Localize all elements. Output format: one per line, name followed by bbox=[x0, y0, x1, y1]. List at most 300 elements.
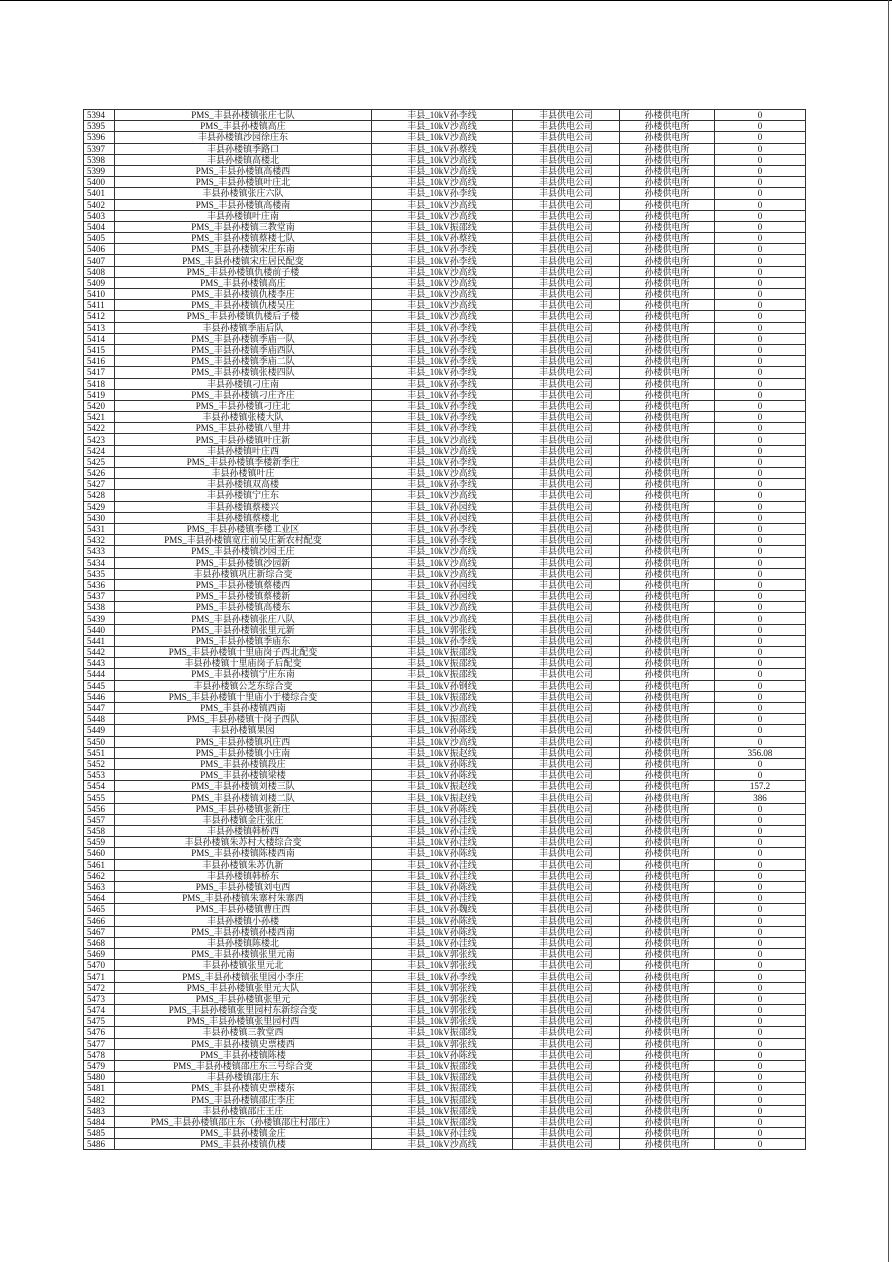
company-cell: 丰县供电公司 bbox=[513, 579, 620, 590]
value-cell: 0 bbox=[715, 982, 806, 993]
value-cell: 0 bbox=[715, 624, 806, 635]
company-cell: 丰县供电公司 bbox=[513, 378, 620, 389]
row-number-cell: 5403 bbox=[84, 210, 115, 221]
company-cell: 丰县供电公司 bbox=[513, 669, 620, 680]
value-cell: 0 bbox=[715, 680, 806, 691]
line-name-cell: 丰县_10kV孙园线 bbox=[372, 512, 513, 523]
table-row bbox=[84, 680, 806, 691]
table-row bbox=[84, 356, 806, 367]
line-name-cell: 丰县_10kV振邵线 bbox=[372, 1083, 513, 1094]
transformer-name-cell: PMS_丰县孙楼镇张里园小李庄 bbox=[115, 971, 372, 982]
line-name-cell: 丰县_10kV孙园线 bbox=[372, 579, 513, 590]
table-row bbox=[84, 837, 806, 848]
value-cell: 0 bbox=[715, 993, 806, 1004]
company-cell: 丰县供电公司 bbox=[513, 658, 620, 669]
table-row bbox=[84, 669, 806, 680]
company-cell: 丰县供电公司 bbox=[513, 266, 620, 277]
row-number-cell: 5447 bbox=[84, 702, 115, 713]
value-cell: 0 bbox=[715, 322, 806, 333]
station-cell: 孙楼供电所 bbox=[620, 490, 715, 501]
row-number-cell: 5484 bbox=[84, 1116, 115, 1127]
line-name-cell: 丰县_10kV郭张线 bbox=[372, 1005, 513, 1016]
company-cell: 丰县供电公司 bbox=[513, 926, 620, 937]
value-cell: 0 bbox=[715, 311, 806, 322]
row-number-cell: 5478 bbox=[84, 1049, 115, 1060]
transformer-name-cell: PMS_丰县孙楼镇季庙西队 bbox=[115, 344, 372, 355]
table-row bbox=[84, 344, 806, 355]
row-number-cell: 5471 bbox=[84, 971, 115, 982]
table-row bbox=[84, 1139, 806, 1150]
table-row bbox=[84, 1072, 806, 1083]
transformer-name-cell: PMS_丰县孙楼镇陈楼西南 bbox=[115, 848, 372, 859]
station-cell: 孙楼供电所 bbox=[620, 881, 715, 892]
value-cell: 0 bbox=[715, 132, 806, 143]
station-cell: 孙楼供电所 bbox=[620, 266, 715, 277]
table-row bbox=[84, 859, 806, 870]
transformer-name-cell: 丰县孙楼镇蔡楼北 bbox=[115, 512, 372, 523]
row-number-cell: 5398 bbox=[84, 154, 115, 165]
company-cell: 丰县供电公司 bbox=[513, 311, 620, 322]
table-row bbox=[84, 546, 806, 557]
table-row bbox=[84, 635, 806, 646]
row-number-cell: 5413 bbox=[84, 322, 115, 333]
transformer-name-cell: 丰县孙楼镇小孙楼 bbox=[115, 915, 372, 926]
company-cell: 丰县供电公司 bbox=[513, 434, 620, 445]
data-table bbox=[83, 109, 806, 1150]
table-row bbox=[84, 233, 806, 244]
transformer-name-cell: PMS_丰县孙楼镇张楼四队 bbox=[115, 367, 372, 378]
table-row bbox=[84, 803, 806, 814]
table-row bbox=[84, 725, 806, 736]
line-name-cell: 丰县_10kV振邵线 bbox=[372, 669, 513, 680]
table-row bbox=[84, 121, 806, 132]
table-row bbox=[84, 244, 806, 255]
value-cell: 0 bbox=[715, 378, 806, 389]
value-cell: 0 bbox=[715, 512, 806, 523]
transformer-name-cell: PMS_丰县孙楼镇仇楼后子楼 bbox=[115, 311, 372, 322]
station-cell: 孙楼供电所 bbox=[620, 837, 715, 848]
value-cell: 0 bbox=[715, 1072, 806, 1083]
station-cell: 孙楼供电所 bbox=[620, 904, 715, 915]
value-cell: 0 bbox=[715, 669, 806, 680]
station-cell: 孙楼供电所 bbox=[620, 367, 715, 378]
row-number-cell: 5412 bbox=[84, 311, 115, 322]
table-row bbox=[84, 367, 806, 378]
row-number-cell: 5443 bbox=[84, 658, 115, 669]
line-name-cell: 丰县_10kV振邵线 bbox=[372, 1072, 513, 1083]
table-row bbox=[84, 1005, 806, 1016]
row-number-cell: 5400 bbox=[84, 177, 115, 188]
value-cell: 0 bbox=[715, 1105, 806, 1116]
line-name-cell: 丰县_10kV孙李线 bbox=[372, 479, 513, 490]
company-cell: 丰县供电公司 bbox=[513, 1005, 620, 1016]
station-cell: 孙楼供电所 bbox=[620, 311, 715, 322]
station-cell: 孙楼供电所 bbox=[620, 233, 715, 244]
value-cell: 0 bbox=[715, 266, 806, 277]
table-row bbox=[84, 289, 806, 300]
company-cell: 丰县供电公司 bbox=[513, 412, 620, 423]
line-name-cell: 丰县_10kV沙高线 bbox=[372, 300, 513, 311]
transformer-name-cell: PMS_丰县孙楼镇刘楼三队 bbox=[115, 781, 372, 792]
line-name-cell: 丰县_10kV沙高线 bbox=[372, 468, 513, 479]
line-name-cell: 丰县_10kV孙李线 bbox=[372, 110, 513, 121]
company-cell: 丰县供电公司 bbox=[513, 691, 620, 702]
value-cell: 0 bbox=[715, 691, 806, 702]
value-cell: 0 bbox=[715, 490, 806, 501]
transformer-name-cell: 丰县孙楼镇巩庄新综合变 bbox=[115, 568, 372, 579]
row-number-cell: 5421 bbox=[84, 412, 115, 423]
value-cell: 0 bbox=[715, 356, 806, 367]
company-cell: 丰县供电公司 bbox=[513, 826, 620, 837]
table-row bbox=[84, 893, 806, 904]
company-cell: 丰县供电公司 bbox=[513, 814, 620, 825]
company-cell: 丰县供电公司 bbox=[513, 165, 620, 176]
value-cell: 0 bbox=[715, 400, 806, 411]
table-row bbox=[84, 579, 806, 590]
station-cell: 孙楼供电所 bbox=[620, 165, 715, 176]
transformer-name-cell: PMS_丰县孙楼镇邵庄东三号综合变 bbox=[115, 1060, 372, 1071]
transformer-name-cell: PMS_丰县孙楼镇巩庄西 bbox=[115, 736, 372, 747]
row-number-cell: 5407 bbox=[84, 255, 115, 266]
row-number-cell: 5430 bbox=[84, 512, 115, 523]
company-cell: 丰县供电公司 bbox=[513, 647, 620, 658]
row-number-cell: 5479 bbox=[84, 1060, 115, 1071]
value-cell: 0 bbox=[715, 110, 806, 121]
transformer-name-cell: PMS_丰县孙楼镇张里元 bbox=[115, 993, 372, 1004]
row-number-cell: 5460 bbox=[84, 848, 115, 859]
value-cell: 0 bbox=[715, 277, 806, 288]
transformer-name-cell: PMS_丰县孙楼镇西南 bbox=[115, 702, 372, 713]
company-cell: 丰县供电公司 bbox=[513, 904, 620, 915]
station-cell: 孙楼供电所 bbox=[620, 400, 715, 411]
value-cell: 0 bbox=[715, 244, 806, 255]
table-row bbox=[84, 154, 806, 165]
row-number-cell: 5437 bbox=[84, 591, 115, 602]
company-cell: 丰县供电公司 bbox=[513, 535, 620, 546]
line-name-cell: 丰县_10kV沙高线 bbox=[372, 311, 513, 322]
row-number-cell: 5438 bbox=[84, 602, 115, 613]
table-row bbox=[84, 993, 806, 1004]
row-number-cell: 5401 bbox=[84, 188, 115, 199]
line-name-cell: 丰县_10kV孙李线 bbox=[372, 456, 513, 467]
transformer-name-cell: 丰县孙楼镇金庄张庄 bbox=[115, 814, 372, 825]
row-number-cell: 5452 bbox=[84, 758, 115, 769]
transformer-name-cell: PMS_丰县孙楼镇高庄 bbox=[115, 277, 372, 288]
station-cell: 孙楼供电所 bbox=[620, 1027, 715, 1038]
table-row bbox=[84, 322, 806, 333]
station-cell: 孙楼供电所 bbox=[620, 221, 715, 232]
row-number-cell: 5448 bbox=[84, 714, 115, 725]
value-cell: 0 bbox=[715, 1049, 806, 1060]
company-cell: 丰县供电公司 bbox=[513, 132, 620, 143]
transformer-name-cell: PMS_丰县孙楼镇宋庄居民配变 bbox=[115, 255, 372, 266]
value-cell: 0 bbox=[715, 770, 806, 781]
station-cell: 孙楼供电所 bbox=[620, 770, 715, 781]
company-cell: 丰县供电公司 bbox=[513, 1105, 620, 1116]
line-name-cell: 丰县_10kV沙高线 bbox=[372, 210, 513, 221]
value-cell: 0 bbox=[715, 1083, 806, 1094]
transformer-name-cell: 丰县孙楼镇韩桥西 bbox=[115, 826, 372, 837]
transformer-name-cell: PMS_丰县孙楼镇仇楼前子楼 bbox=[115, 266, 372, 277]
value-cell: 0 bbox=[715, 803, 806, 814]
row-number-cell: 5409 bbox=[84, 277, 115, 288]
row-number-cell: 5444 bbox=[84, 669, 115, 680]
company-cell: 丰县供电公司 bbox=[513, 781, 620, 792]
row-number-cell: 5411 bbox=[84, 300, 115, 311]
row-number-cell: 5427 bbox=[84, 479, 115, 490]
station-cell: 孙楼供电所 bbox=[620, 546, 715, 557]
value-cell: 0 bbox=[715, 926, 806, 937]
line-name-cell: 丰县_10kV孙陈线 bbox=[372, 758, 513, 769]
row-number-cell: 5480 bbox=[84, 1072, 115, 1083]
value-cell: 0 bbox=[715, 635, 806, 646]
value-cell: 0 bbox=[715, 714, 806, 725]
transformer-name-cell: PMS_丰县孙楼镇蔡楼七队 bbox=[115, 233, 372, 244]
row-number-cell: 5472 bbox=[84, 982, 115, 993]
line-name-cell: 丰县_10kV孙李线 bbox=[372, 971, 513, 982]
line-name-cell: 丰县_10kV孙陈线 bbox=[372, 915, 513, 926]
line-name-cell: 丰县_10kV振邵线 bbox=[372, 1116, 513, 1127]
station-cell: 孙楼供电所 bbox=[620, 210, 715, 221]
company-cell: 丰县供电公司 bbox=[513, 468, 620, 479]
transformer-name-cell: PMS_丰县孙楼镇蔡楼新 bbox=[115, 591, 372, 602]
company-cell: 丰县供电公司 bbox=[513, 1128, 620, 1139]
station-cell: 孙楼供电所 bbox=[620, 937, 715, 948]
table-row bbox=[84, 557, 806, 568]
transformer-name-cell: PMS_丰县孙楼镇陈楼 bbox=[115, 1049, 372, 1060]
station-cell: 孙楼供电所 bbox=[620, 277, 715, 288]
company-cell: 丰县供电公司 bbox=[513, 1072, 620, 1083]
line-name-cell: 丰县_10kV沙高线 bbox=[372, 266, 513, 277]
station-cell: 孙楼供电所 bbox=[620, 691, 715, 702]
company-cell: 丰县供电公司 bbox=[513, 289, 620, 300]
company-cell: 丰县供电公司 bbox=[513, 591, 620, 602]
table-row bbox=[84, 691, 806, 702]
row-number-cell: 5469 bbox=[84, 949, 115, 960]
station-cell: 孙楼供电所 bbox=[620, 244, 715, 255]
value-cell: 0 bbox=[715, 568, 806, 579]
row-number-cell: 5454 bbox=[84, 781, 115, 792]
table-row bbox=[84, 412, 806, 423]
transformer-name-cell: PMS_丰县孙楼镇史票楼西 bbox=[115, 1038, 372, 1049]
station-cell: 孙楼供电所 bbox=[620, 333, 715, 344]
value-cell: 0 bbox=[715, 736, 806, 747]
transformer-name-cell: 丰县孙楼镇叶庄 bbox=[115, 468, 372, 479]
station-cell: 孙楼供电所 bbox=[620, 579, 715, 590]
row-number-cell: 5402 bbox=[84, 199, 115, 210]
company-cell: 丰县供电公司 bbox=[513, 1083, 620, 1094]
value-cell: 0 bbox=[715, 344, 806, 355]
station-cell: 孙楼供电所 bbox=[620, 188, 715, 199]
row-number-cell: 5410 bbox=[84, 289, 115, 300]
transformer-name-cell: PMS_丰县孙楼镇十里庙岗子西北配变 bbox=[115, 647, 372, 658]
company-cell: 丰县供电公司 bbox=[513, 400, 620, 411]
line-name-cell: 丰县_10kV沙高线 bbox=[372, 289, 513, 300]
station-cell: 孙楼供电所 bbox=[620, 613, 715, 624]
row-number-cell: 5428 bbox=[84, 490, 115, 501]
page-right-edge bbox=[888, 0, 889, 1262]
station-cell: 孙楼供电所 bbox=[620, 702, 715, 713]
row-number-cell: 5453 bbox=[84, 770, 115, 781]
line-name-cell: 丰县_10kV沙高线 bbox=[372, 445, 513, 456]
station-cell: 孙楼供电所 bbox=[620, 814, 715, 825]
row-number-cell: 5434 bbox=[84, 557, 115, 568]
line-name-cell: 丰县_10kV孙李线 bbox=[372, 188, 513, 199]
line-name-cell: 丰县_10kV振赵线 bbox=[372, 792, 513, 803]
line-name-cell: 丰县_10kV孙李线 bbox=[372, 400, 513, 411]
row-number-cell: 5415 bbox=[84, 344, 115, 355]
page-top-border bbox=[0, 0, 892, 1]
company-cell: 丰县供电公司 bbox=[513, 680, 620, 691]
company-cell: 丰县供电公司 bbox=[513, 423, 620, 434]
row-number-cell: 5425 bbox=[84, 456, 115, 467]
transformer-name-cell: PMS_丰县孙楼镇张新庄 bbox=[115, 803, 372, 814]
table-row bbox=[84, 434, 806, 445]
transformer-name-cell: PMS_丰县孙楼镇高楼东 bbox=[115, 602, 372, 613]
table-row bbox=[84, 378, 806, 389]
line-name-cell: 丰县_10kV振赵线 bbox=[372, 781, 513, 792]
value-cell: 0 bbox=[715, 904, 806, 915]
company-cell: 丰县供电公司 bbox=[513, 221, 620, 232]
line-name-cell: 丰县_10kV孙李线 bbox=[372, 535, 513, 546]
line-name-cell: 丰县_10kV振邵线 bbox=[372, 691, 513, 702]
row-number-cell: 5424 bbox=[84, 445, 115, 456]
transformer-name-cell: PMS_丰县孙楼镇八里井 bbox=[115, 423, 372, 434]
station-cell: 孙楼供电所 bbox=[620, 154, 715, 165]
station-cell: 孙楼供电所 bbox=[620, 378, 715, 389]
line-name-cell: 丰县_10kV孙李线 bbox=[372, 523, 513, 534]
station-cell: 孙楼供电所 bbox=[620, 1038, 715, 1049]
table-row bbox=[84, 1083, 806, 1094]
station-cell: 孙楼供电所 bbox=[620, 736, 715, 747]
line-name-cell: 丰县_10kV沙高线 bbox=[372, 154, 513, 165]
line-name-cell: 丰县_10kV孙李线 bbox=[372, 322, 513, 333]
table-row bbox=[84, 1105, 806, 1116]
transformer-name-cell: 丰县孙楼镇张楼大队 bbox=[115, 412, 372, 423]
row-number-cell: 5446 bbox=[84, 691, 115, 702]
station-cell: 孙楼供电所 bbox=[620, 568, 715, 579]
row-number-cell: 5456 bbox=[84, 803, 115, 814]
row-number-cell: 5463 bbox=[84, 881, 115, 892]
row-number-cell: 5461 bbox=[84, 859, 115, 870]
station-cell: 孙楼供电所 bbox=[620, 1139, 715, 1150]
company-cell: 丰县供电公司 bbox=[513, 1094, 620, 1105]
station-cell: 孙楼供电所 bbox=[620, 1016, 715, 1027]
transformer-name-cell: PMS_丰县孙楼镇张里元大队 bbox=[115, 982, 372, 993]
table-row bbox=[84, 490, 806, 501]
line-name-cell: 丰县_10kV孙洼线 bbox=[372, 859, 513, 870]
line-name-cell: 丰县_10kV振邵线 bbox=[372, 1027, 513, 1038]
table-row bbox=[84, 1049, 806, 1060]
station-cell: 孙楼供电所 bbox=[620, 781, 715, 792]
value-cell: 0 bbox=[715, 456, 806, 467]
station-cell: 孙楼供电所 bbox=[620, 143, 715, 154]
value-cell: 0 bbox=[715, 557, 806, 568]
table-row bbox=[84, 792, 806, 803]
value-cell: 0 bbox=[715, 814, 806, 825]
value-cell: 0 bbox=[715, 412, 806, 423]
transformer-name-cell: PMS_丰县孙楼镇叶庄新 bbox=[115, 434, 372, 445]
row-number-cell: 5464 bbox=[84, 893, 115, 904]
table-row bbox=[84, 255, 806, 266]
value-cell: 0 bbox=[715, 602, 806, 613]
row-number-cell: 5432 bbox=[84, 535, 115, 546]
line-name-cell: 丰县_10kV孙陈线 bbox=[372, 770, 513, 781]
row-number-cell: 5405 bbox=[84, 233, 115, 244]
value-cell: 0 bbox=[715, 826, 806, 837]
value-cell: 356.08 bbox=[715, 747, 806, 758]
value-cell: 386 bbox=[715, 792, 806, 803]
table-row bbox=[84, 702, 806, 713]
company-cell: 丰县供电公司 bbox=[513, 960, 620, 971]
value-cell: 0 bbox=[715, 579, 806, 590]
transformer-name-cell: PMS_丰县孙楼镇季庙二队 bbox=[115, 356, 372, 367]
transformer-name-cell: 丰县孙楼镇叶庄南 bbox=[115, 210, 372, 221]
company-cell: 丰县供电公司 bbox=[513, 233, 620, 244]
row-number-cell: 5436 bbox=[84, 579, 115, 590]
company-cell: 丰县供电公司 bbox=[513, 635, 620, 646]
transformer-name-cell: PMS_丰县孙楼镇宋庄东南 bbox=[115, 244, 372, 255]
value-cell: 0 bbox=[715, 971, 806, 982]
line-name-cell: 丰县_10kV郭张线 bbox=[372, 949, 513, 960]
table-row bbox=[84, 1038, 806, 1049]
value-cell: 0 bbox=[715, 591, 806, 602]
row-number-cell: 5483 bbox=[84, 1105, 115, 1116]
table-body bbox=[84, 110, 806, 1150]
station-cell: 孙楼供电所 bbox=[620, 1060, 715, 1071]
value-cell: 0 bbox=[715, 445, 806, 456]
value-cell: 0 bbox=[715, 143, 806, 154]
station-cell: 孙楼供电所 bbox=[620, 993, 715, 1004]
value-cell: 0 bbox=[715, 121, 806, 132]
table-row bbox=[84, 949, 806, 960]
row-number-cell: 5455 bbox=[84, 792, 115, 803]
table-row bbox=[84, 1116, 806, 1127]
line-name-cell: 丰县_10kV孙陈线 bbox=[372, 725, 513, 736]
table-row bbox=[84, 199, 806, 210]
row-number-cell: 5414 bbox=[84, 333, 115, 344]
station-cell: 孙楼供电所 bbox=[620, 412, 715, 423]
row-number-cell: 5485 bbox=[84, 1128, 115, 1139]
company-cell: 丰县供电公司 bbox=[513, 937, 620, 948]
line-name-cell: 丰县_10kV孙洼线 bbox=[372, 814, 513, 825]
station-cell: 孙楼供电所 bbox=[620, 926, 715, 937]
row-number-cell: 5435 bbox=[84, 568, 115, 579]
table-row bbox=[84, 143, 806, 154]
transformer-name-cell: 丰县孙楼镇朱苏仇新 bbox=[115, 859, 372, 870]
table-row bbox=[84, 870, 806, 881]
line-name-cell: 丰县_10kV郭张线 bbox=[372, 1016, 513, 1027]
table-row bbox=[84, 937, 806, 948]
table-row bbox=[84, 926, 806, 937]
row-number-cell: 5440 bbox=[84, 624, 115, 635]
company-cell: 丰县供电公司 bbox=[513, 300, 620, 311]
station-cell: 孙楼供电所 bbox=[620, 826, 715, 837]
value-cell: 0 bbox=[715, 937, 806, 948]
company-cell: 丰县供电公司 bbox=[513, 1038, 620, 1049]
station-cell: 孙楼供电所 bbox=[620, 557, 715, 568]
station-cell: 孙楼供电所 bbox=[620, 1083, 715, 1094]
value-cell: 0 bbox=[715, 523, 806, 534]
value-cell: 0 bbox=[715, 1128, 806, 1139]
table-row bbox=[84, 971, 806, 982]
transformer-name-cell: 丰县孙楼镇陈楼北 bbox=[115, 937, 372, 948]
line-name-cell: 丰县_10kV沙高线 bbox=[372, 557, 513, 568]
station-cell: 孙楼供电所 bbox=[620, 803, 715, 814]
table-row bbox=[84, 333, 806, 344]
line-name-cell: 丰县_10kV振邵线 bbox=[372, 1060, 513, 1071]
station-cell: 孙楼供电所 bbox=[620, 177, 715, 188]
